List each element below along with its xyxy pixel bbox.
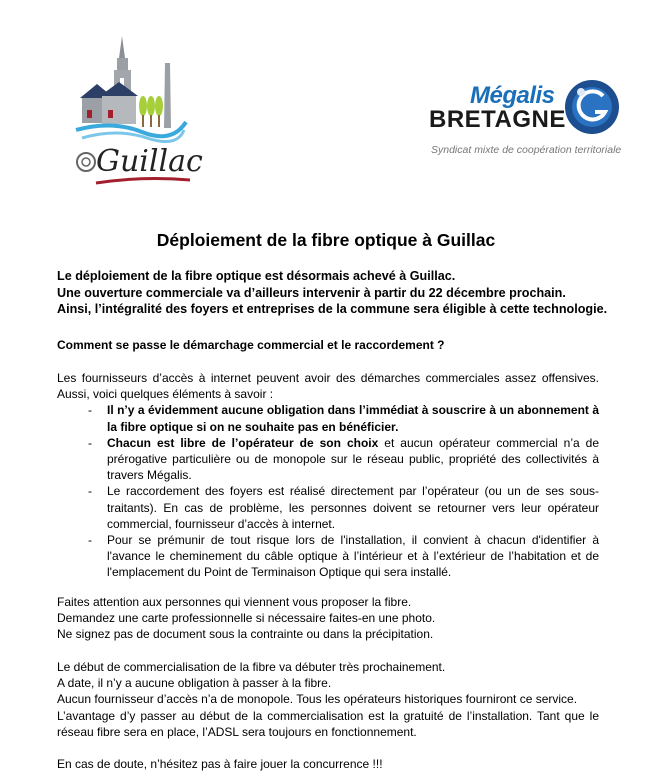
warnings-block xyxy=(57,594,599,643)
bullet-list xyxy=(57,402,599,580)
bullet-text: et aucun opérateur commercial n’a de prérogative particulière ou de monopole sur le réseau public, propriété des collectivités à travers Mégalis. xyxy=(107,435,599,483)
megalis-name: Mégalis xyxy=(470,82,555,109)
intro-line: Ainsi, l’intégralité des foyers et entreprises de la commune sera éligible à cette technologie. xyxy=(57,302,608,316)
bullet-dash: - xyxy=(88,435,92,450)
bullet-item xyxy=(57,532,599,581)
intro-line: Le déploiement de la fibre optique est désormais achevé à Guillac. xyxy=(57,269,456,283)
bullet-dash: - xyxy=(88,533,92,548)
megalis-tagline: Syndicat mixte de coopération territoriale xyxy=(431,144,622,156)
closing-line: En cas de doute, n’hésitez pas à faire jouer la concurrence !!! xyxy=(57,757,383,771)
intro-line: Une ouverture commerciale va d’ailleurs intervenir à partir du 22 décembre prochain. xyxy=(57,285,566,300)
bullet-text: Pour se prémunir de tout risque lors de l'installation, il convient à chacun d'identifier à l'avance le cheminement du câble optique à l’intérieur et à l’extérieur de l’habitation et de l'emplacement du Point de Terminaison Optique qui sera installé. xyxy=(107,533,599,580)
info-line: Le début de commercialisation de la fibre va débuter très prochainement. xyxy=(57,660,446,674)
paragraph-text: Les fournisseurs d’accès à internet peuvent avoir des démarches commerciales assez offensives. Aussi, voici quelques éléments à savoir : xyxy=(57,371,599,402)
bullet-item xyxy=(57,483,599,532)
info-paragraph: L’avantage d’y passer au début de la commercialisation est la gratuité de l’installation. Tant que le réseau fibre sera en place, l’ADSL sera toujours en fonctionnement. xyxy=(57,708,599,739)
bullet-item xyxy=(57,402,599,434)
info-block xyxy=(57,659,599,740)
bullet-dash: - xyxy=(88,484,92,499)
info-line: Aucun fournisseur d’accès n’a de monopole. Tous les opérateurs historiques fourniront ce service. xyxy=(57,692,578,707)
bullet-dash: - xyxy=(88,403,92,418)
section-question: Comment se passe le démarchage commercial et le raccordement ? xyxy=(57,338,445,352)
guillac-logo-text: Guillac xyxy=(96,144,203,179)
bullet-bold: Chacun est libre de l’opérateur de son choix xyxy=(107,435,379,450)
page-title: Déploiement de la fibre optique à Guillac xyxy=(156,230,496,250)
warning-line: Demandez une carte professionnelle si nécessaire faites-en une photo. xyxy=(57,611,436,626)
guillac-logo xyxy=(62,28,202,198)
warning-line: Ne signez pas de document sous la contrainte ou dans la précipitation. xyxy=(57,627,434,642)
info-line: A date, il n’y a aucune obligation à passer à la fibre. xyxy=(57,676,332,691)
bullet-bold: Il n’y a évidemment aucune obligation dans l’immédiat à souscrire à un abonnement à la fibre optique si on ne souhaite pas en bénéficier. xyxy=(107,403,599,434)
megalis-logo xyxy=(425,78,625,168)
warning-line: Faites attention aux personnes qui viennent vous proposer la fibre. xyxy=(57,595,412,609)
megalis-swirl-icon xyxy=(563,78,621,136)
bullet-item xyxy=(57,435,599,484)
intro-block xyxy=(57,268,617,318)
megalis-region: BRETAGNE xyxy=(429,106,566,133)
paragraph-providers xyxy=(57,370,599,581)
bullet-text: Le raccordement des foyers est réalisé directement par l’opérateur (ou un de ses sous-traitants). En cas de problème, les personnes doivent se retourner vers leur opérateur commercial, fournisseur d’accès à internet. xyxy=(107,484,599,531)
